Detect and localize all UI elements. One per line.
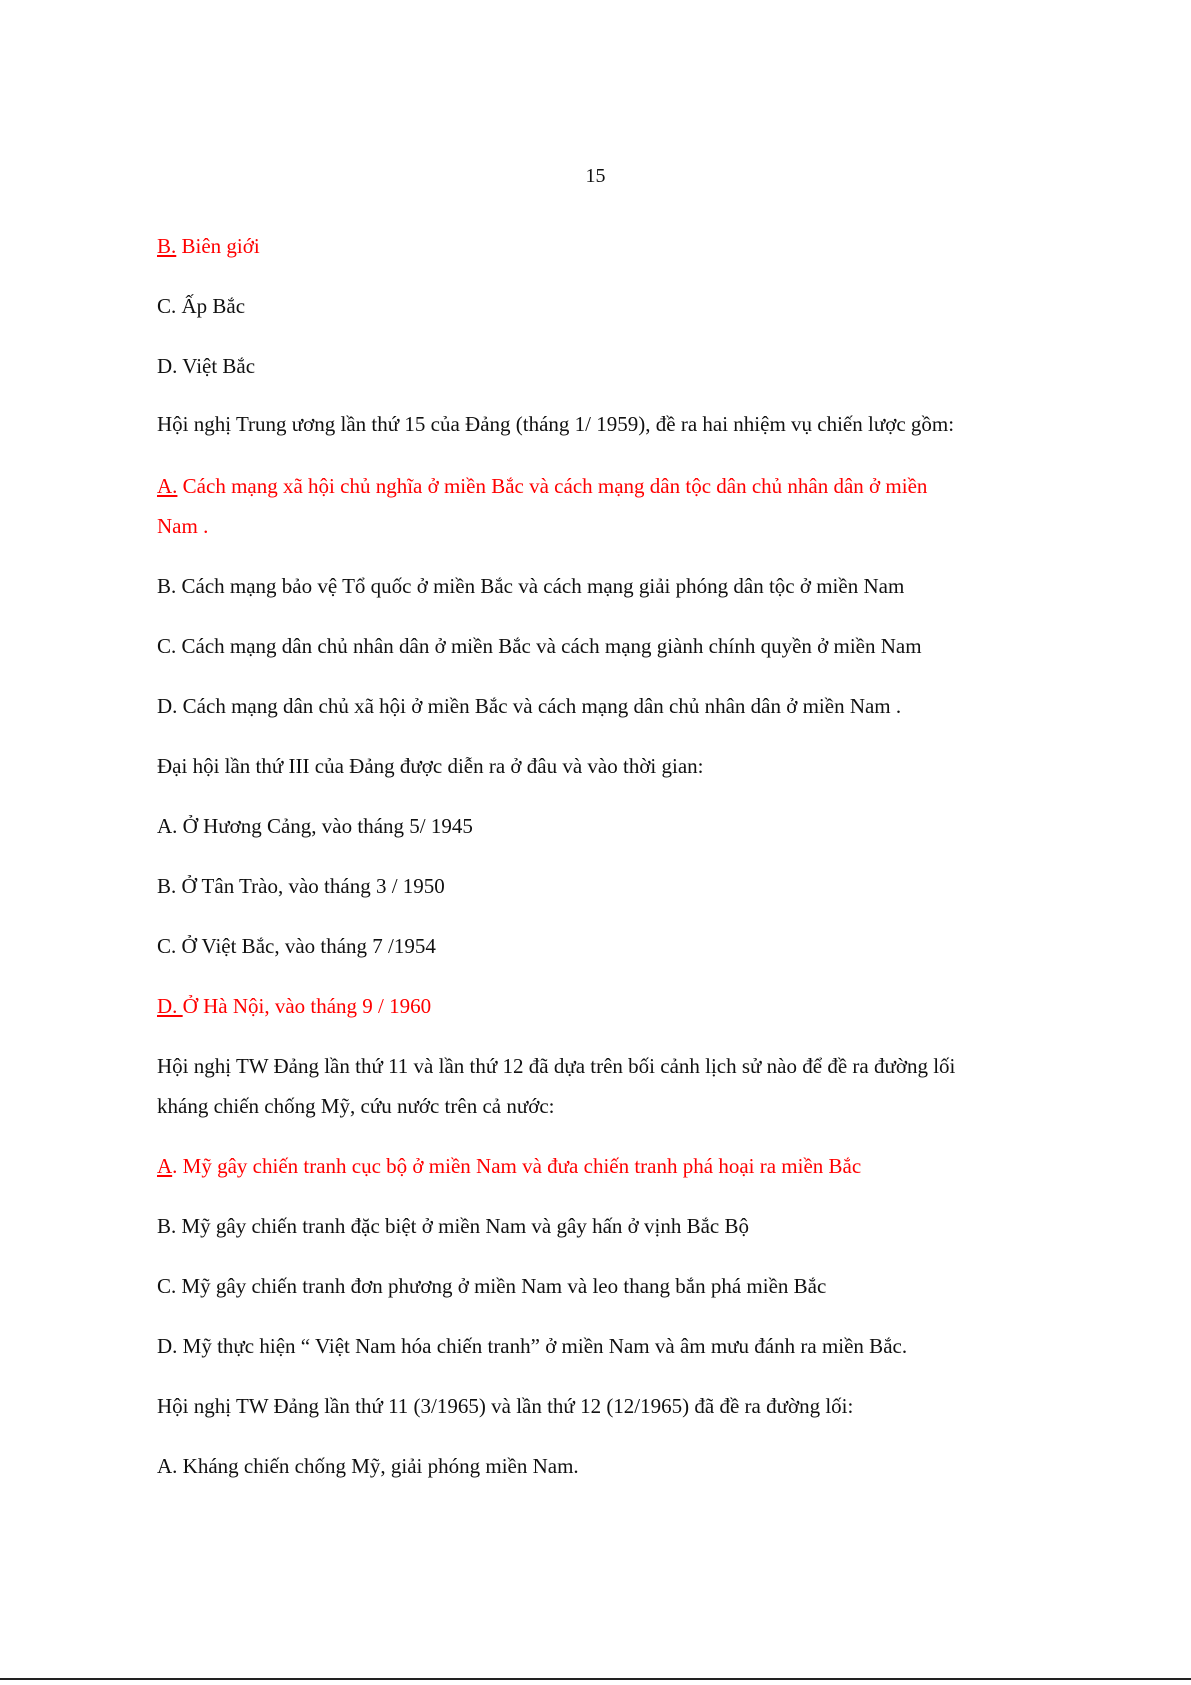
option-line: C. Ấp Bắc bbox=[157, 294, 246, 318]
answer-letter: B. bbox=[157, 234, 177, 258]
option-line: D. Việt Bắc bbox=[157, 354, 256, 378]
option-line: A. Kháng chiến chống Mỹ, giải phóng miền Nam. bbox=[157, 1454, 579, 1478]
option-line: C. Cách mạng dân chủ nhân dân ở miền Bắc và cách mạng giành chính quyền ở miền Nam bbox=[157, 634, 922, 658]
answer-text: . Mỹ gây chiến tranh cục bộ ở miền Nam và đưa chiến tranh phá hoại ra miền Bắc bbox=[172, 1154, 862, 1178]
answer-text: Ở Hà Nội, vào tháng 9 / 1960 bbox=[182, 994, 432, 1018]
answer-line bbox=[157, 226, 1057, 266]
answer-text: Biên giới bbox=[176, 234, 260, 258]
option-line: D. Mỹ thực hiện “ Việt Nam hóa chiến tranh” ở miền Nam và âm mưu đánh ra miền Bắc. bbox=[157, 1334, 908, 1358]
option-line: B. Cách mạng bảo vệ Tổ quốc ở miền Bắc và cách mạng giải phóng dân tộc ở miền Nam bbox=[157, 574, 905, 598]
answer-text: Cách mạng xã hội chủ nghĩa ở miền Bắc và cách mạng dân tộc dân chủ nhân dân ở miền bbox=[177, 474, 928, 498]
option-line: D. Cách mạng dân chủ xã hội ở miền Bắc và cách mạng dân chủ nhân dân ở miền Nam . bbox=[157, 694, 902, 718]
answer-line bbox=[157, 986, 1057, 1026]
option-line: C. Ở Việt Bắc, vào tháng 7 /1954 bbox=[157, 934, 436, 958]
answer-letter: D. bbox=[157, 994, 183, 1018]
option-line: A. Ở Hương Cảng, vào tháng 5/ 1945 bbox=[157, 814, 473, 838]
question-line: Hội nghị TW Đảng lần thứ 11 và lần thứ 12 đã dựa trên bối cảnh lịch sử nào để đề ra đường lối bbox=[157, 1054, 956, 1078]
answer-line bbox=[157, 1146, 1057, 1186]
question-line-continued: kháng chiến chống Mỹ, cứu nước trên cả nước: bbox=[157, 1094, 555, 1118]
page-number: 15 bbox=[585, 165, 606, 187]
answer-line bbox=[157, 466, 1057, 506]
page-bottom-rule bbox=[0, 1678, 1191, 1680]
question-line: Hội nghị Trung ương lần thứ 15 của Đảng (tháng 1/ 1959), đề ra hai nhiệm vụ chiến lược gồm: bbox=[157, 412, 955, 436]
option-line: C. Mỹ gây chiến tranh đơn phương ở miền Nam và leo thang bắn phá miền Bắc bbox=[157, 1274, 827, 1298]
question-line: Đại hội lần thứ III của Đảng được diễn ra ở đâu và vào thời gian: bbox=[157, 754, 704, 778]
answer-letter: A bbox=[157, 1154, 173, 1178]
option-line: B. Mỹ gây chiến tranh đặc biệt ở miền Nam và gây hấn ở vịnh Bắc Bộ bbox=[157, 1214, 749, 1238]
option-line: B. Ở Tân Trào, vào tháng 3 / 1950 bbox=[157, 874, 445, 898]
answer-line-continued: Nam . bbox=[157, 514, 209, 538]
question-line: Hội nghị TW Đảng lần thứ 11 (3/1965) và lần thứ 12 (12/1965) đã đề ra đường lối: bbox=[157, 1394, 854, 1418]
answer-letter: A. bbox=[157, 474, 178, 498]
